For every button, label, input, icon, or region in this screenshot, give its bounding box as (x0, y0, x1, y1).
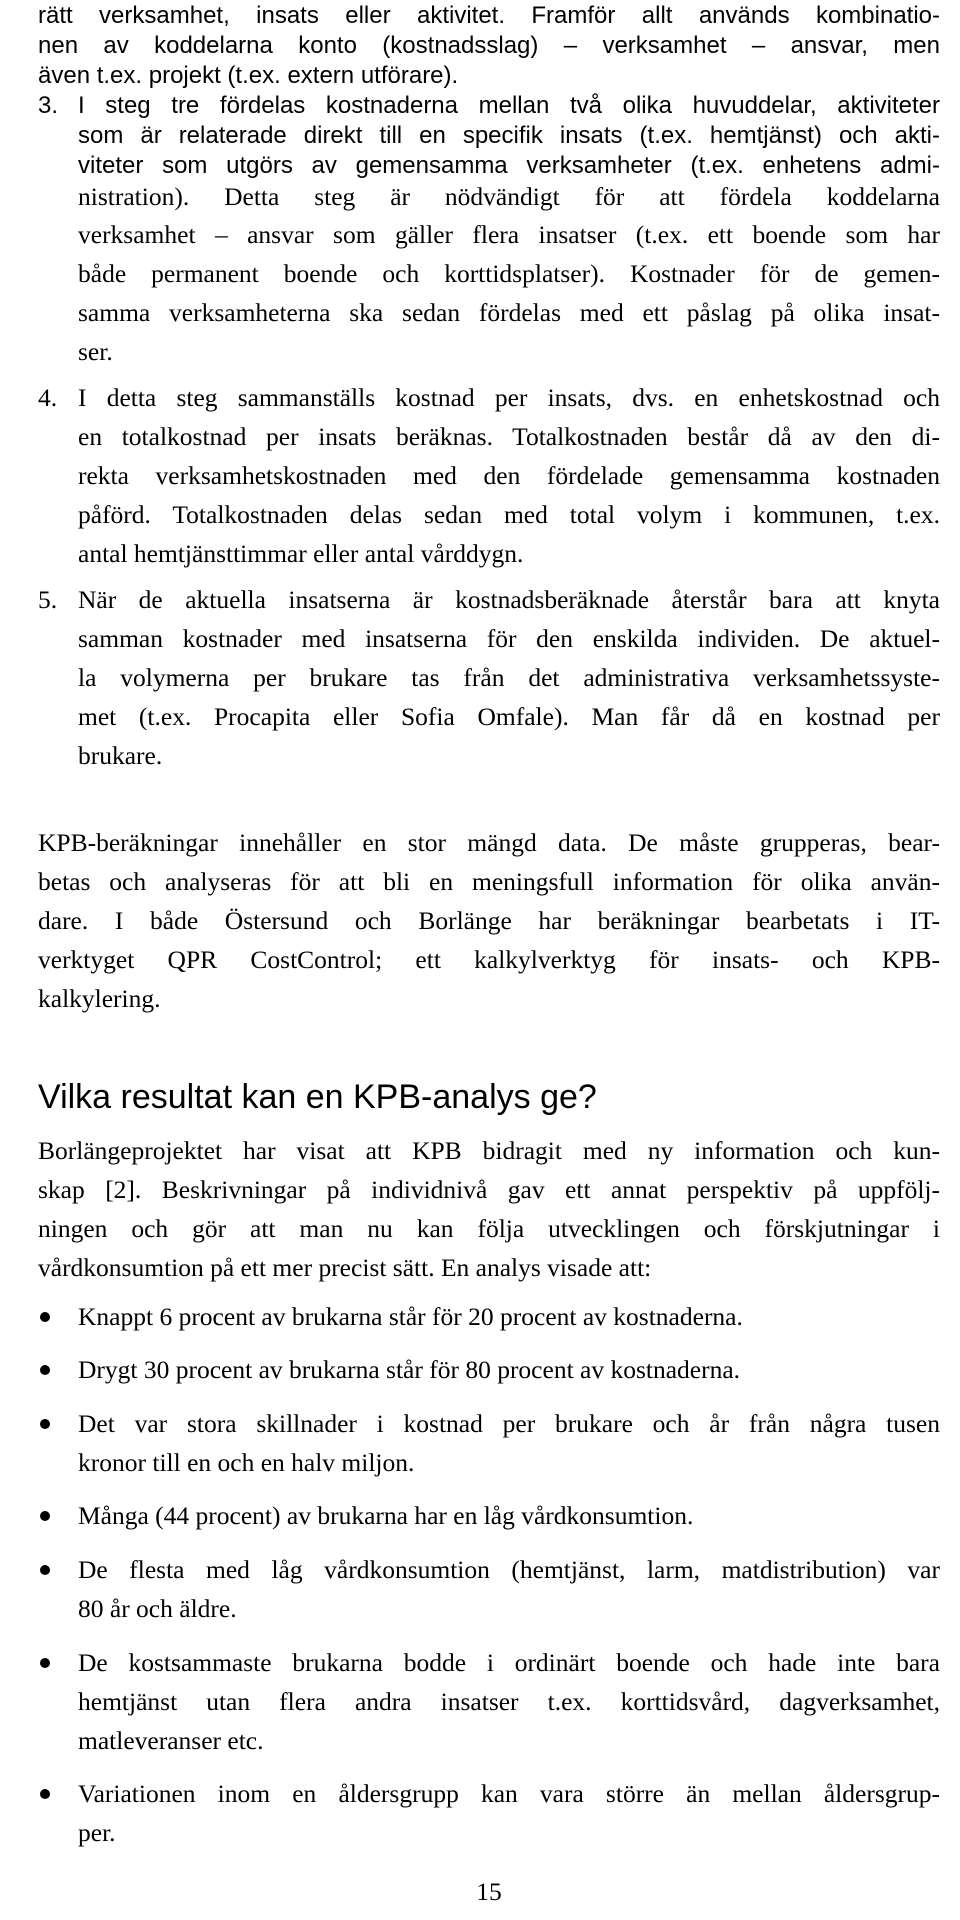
bullet-item: De kostsammaste brukarna bodde i ordinärt boende och hade inte bara (78, 1648, 940, 1677)
step-line: la volymerna per brukare tas från det administrativa verksamhetssyste- (78, 663, 940, 692)
step-line: som är relaterade direkt till en specifik insats (t.ex. hemtjänst) och akti- (78, 122, 940, 149)
paragraph-line: kalkylering. (38, 984, 161, 1013)
bullet-item: hemtjänst utan flera andra insatser t.ex. korttidsvård, dagverksamhet, (78, 1687, 940, 1716)
step-number: 5. (38, 585, 58, 614)
step-number: 3. (38, 92, 59, 119)
bullet-icon (38, 1404, 60, 1444)
intro-line: nen av koddelarna konto (kostnadsslag) – verksamhet – ansvar, men (38, 32, 940, 59)
step-line: nistration). Detta steg är nödvändigt för att fördela koddelarna (78, 182, 940, 211)
paragraph-line: dare. I både Östersund och Borlänge har beräkningar bearbetats i IT- (38, 906, 940, 935)
bullet-item: De flesta med låg vårdkonsumtion (hemtjänst, larm, matdistribution) var (78, 1555, 940, 1584)
paragraph-line: KPB-beräkningar innehåller en stor mängd data. De måste grupperas, bear- (38, 828, 940, 857)
step-number: 4. (38, 383, 58, 412)
step-line: viteter som utgörs av gemensamma verksamheter (t.ex. enhetens admi- (78, 152, 940, 179)
paragraph-line: ningen och gör att man nu kan följa utvecklingen och förskjutningar i (38, 1214, 940, 1243)
bullet-item: Det var stora skillnader i kostnad per brukare och år från några tusen (78, 1409, 940, 1438)
bullet-icon (38, 1297, 60, 1337)
bullet-item: Knappt 6 procent av brukarna står för 20 procent av kostnaderna. (78, 1302, 743, 1331)
bullet-icon (38, 1496, 60, 1536)
step-line: samma verksamheterna ska sedan fördelas med ett påslag på olika insat- (78, 298, 940, 327)
bullet-icon (38, 1643, 60, 1683)
step-line: met (t.ex. Procapita eller Sofia Omfale). Man får då en kostnad per (78, 702, 940, 731)
bullet-item: per. (78, 1818, 116, 1847)
step-line: både permanent boende och korttidsplatser). Kostnader för de gemen- (78, 259, 940, 288)
intro-line: även t.ex. projekt (t.ex. extern utförare). (38, 62, 459, 89)
paragraph-line: vårdkonsumtion på ett mer precist sätt. En analys visade att: (38, 1253, 652, 1282)
paragraph-line: betas och analyseras för att bli en meningsfull information för olika använ- (38, 867, 940, 896)
step-line: I steg tre fördelas kostnaderna mellan två olika huvuddelar, aktiviteter (78, 92, 940, 119)
intro-line: rätt verksamhet, insats eller aktivitet. Framför allt används kombinatio- (38, 2, 940, 29)
bullet-item: Drygt 30 procent av brukarna står för 80 procent av kostnaderna. (78, 1355, 741, 1384)
step-line: påförd. Totalkostnaden delas sedan med total volym i kommunen, t.ex. (78, 500, 940, 529)
bullet-item: Många (44 procent) av brukarna har en låg vårdkonsumtion. (78, 1501, 694, 1530)
paragraph-line: skap [2]. Beskrivningar på individnivå gav ett annat perspektiv på uppfölj- (38, 1175, 940, 1204)
bullet-item: Variationen inom en åldersgrupp kan vara större än mellan åldersgrup- (78, 1779, 940, 1808)
step-line: en totalkostnad per insats beräknas. Totalkostnaden består då av den di- (78, 422, 940, 451)
step-line: verksamhet – ansvar som gäller flera insatser (t.ex. ett boende som har (78, 220, 940, 249)
step-line: antal hemtjänsttimmar eller antal vårddygn. (78, 539, 524, 568)
step-line: När de aktuella insatserna är kostnadsberäknade återstår bara att knyta (78, 585, 940, 614)
bullet-icon (38, 1350, 60, 1390)
bullet-item: matleveranser etc. (78, 1726, 264, 1755)
paragraph-line: Borlängeprojektet har visat att KPB bidragit med ny information och kun- (38, 1136, 940, 1165)
step-line: brukare. (78, 741, 163, 770)
bullet-item: kronor till en och en halv miljon. (78, 1448, 415, 1477)
bullet-icon (38, 1774, 60, 1814)
paragraph-line: verktyget QPR CostControl; ett kalkylverktyg för insats- och KPB- (38, 945, 940, 974)
bullet-item: 80 år och äldre. (78, 1594, 237, 1623)
bullet-icon (38, 1550, 60, 1590)
page-number: 15 (476, 1877, 502, 1906)
step-line: rekta verksamhetskostnaden med den fördelade gemensamma kostnaden (78, 461, 940, 490)
step-line: I detta steg sammanställs kostnad per insats, dvs. en enhetskostnad och (78, 383, 940, 412)
step-line: ser. (78, 337, 113, 366)
section-heading: Vilka resultat kan en KPB-analys ge? (38, 1078, 597, 1116)
step-line: samman kostnader med insatserna för den enskilda individen. De aktuel- (78, 624, 940, 653)
